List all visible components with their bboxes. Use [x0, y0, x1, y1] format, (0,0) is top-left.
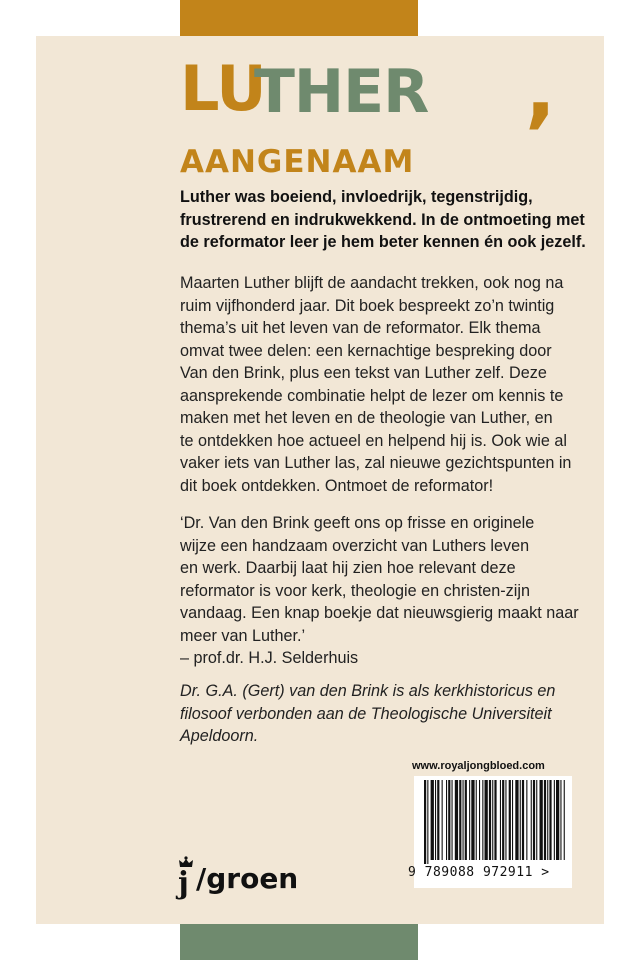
description-line: aansprekende combinatie helpt de lezer om kennis te: [180, 386, 564, 405]
bio-line: filosoof verbonden aan de Theologische Universiteit: [180, 704, 552, 723]
description-line: vaker iets van Luther las, zal nieuwe gezichtspunten in: [180, 454, 572, 472]
barcode-bar: [494, 780, 496, 860]
review-quote: [180, 512, 580, 670]
description-line: te ontdekken hoe actueel en helpend hij is. Ook wie al: [180, 431, 567, 450]
barcode-bar: [446, 780, 447, 860]
barcode-bar: [492, 780, 493, 860]
quote-attribution: – prof.dr. H.J. Selderhuis: [180, 649, 359, 667]
barcode-bar: [427, 780, 428, 864]
bio-line: Apeldoorn.: [180, 727, 259, 745]
barcode-bar: [560, 780, 561, 860]
barcode-bar: [554, 780, 555, 860]
description-line: Maarten Luther blijft de aandacht trekken, ook nog na: [180, 274, 564, 292]
barcode-bar: [515, 780, 518, 860]
barcode-bar: [452, 780, 453, 860]
lead-paragraph: [180, 186, 586, 254]
barcode-bar: [540, 780, 543, 860]
lead-line: de reformator leer je hem beter kennen én ook jezelf.: [180, 233, 586, 251]
barcode-bar: [520, 780, 521, 860]
barcode-bar: [476, 780, 477, 860]
barcode-bar: [479, 780, 480, 860]
description-paragraph: [180, 272, 580, 497]
barcode-bar: [459, 780, 461, 860]
barcode-bar: [448, 780, 450, 860]
barcode-bar: [505, 780, 506, 860]
bottom-color-band: [180, 924, 418, 960]
lead-line: Luther was boeiend, invloedrijk, tegenstrijdig,: [180, 188, 533, 206]
quote-line: ‘Dr. Van den Brink geeft ons op frisse en originele: [180, 514, 535, 532]
description-line: maken met het leven en de theologie van Luther, en: [180, 409, 553, 427]
quote-line: en werk. Daarbij laat hij zien hoe relevant deze: [180, 559, 516, 577]
barcode-bar: [502, 780, 504, 860]
isbn-number: 9 789088 972911 >: [408, 865, 550, 880]
barcode-bar: [465, 780, 467, 860]
barcode-bar: [531, 780, 532, 860]
barcode-bar: [437, 780, 439, 860]
barcode-bar: [533, 780, 535, 860]
barcode-bar: [549, 780, 551, 860]
description-line: omvat twee delen: een kernachtige bespreking door: [180, 341, 552, 360]
publisher-website: www.royaljongbloed.com: [412, 760, 545, 772]
title-part-lu: LU: [180, 52, 266, 125]
barcode-bar: [463, 780, 464, 860]
bio-line: Dr. G.A. (Gert) van den Brink is als kerkhistoricus en: [180, 682, 556, 700]
barcode-bar: [547, 780, 548, 860]
barcode-bar: [471, 780, 474, 860]
description-line: Van den Brink, plus een tekst van Luther zelf. Deze: [180, 364, 547, 382]
barcode-bar: [509, 780, 511, 860]
quote-line: meer van Luther.’: [180, 626, 306, 645]
barcode-bar: [544, 780, 546, 860]
description-line: dit boek ontdekken. Ontmoet de reformator!: [180, 476, 494, 495]
barcode-bar: [469, 780, 470, 860]
lead-line: frustrerend en indrukwekkend. In de ontmoeting met: [180, 210, 585, 229]
barcode-bars: [414, 776, 572, 864]
author-bio: [180, 680, 580, 748]
barcode-bar: [526, 780, 527, 860]
top-color-band: [180, 0, 418, 36]
publisher-logo-j: j: [178, 866, 189, 901]
quote-line: vandaag. Een knap boekje dat nieuwsgierig maakt naar: [180, 604, 579, 622]
barcode-bar: [500, 780, 501, 860]
barcode-bar: [442, 780, 443, 860]
barcode-bar: [564, 780, 565, 860]
publisher-logo-name: /groen: [196, 862, 299, 895]
barcode-bar: [424, 780, 426, 864]
description-line: thema’s uit het leven van de reformator. Elk thema: [180, 319, 541, 337]
barcode-bar: [455, 780, 458, 860]
barcode-bar: [482, 780, 483, 860]
barcode-bar: [435, 780, 436, 860]
barcode-bar: [522, 780, 524, 860]
barcode-bar: [431, 780, 434, 860]
quote-line: wijze een handzaam overzicht van Luthers leven: [180, 536, 530, 555]
title-comma: ,: [525, 43, 556, 138]
barcode-bar: [512, 780, 513, 860]
book-subtitle: AANGENAAM: [180, 144, 415, 180]
barcode-bar: [485, 780, 488, 860]
title-part-ther: THER: [254, 57, 429, 127]
barcode-bar: [489, 780, 491, 860]
description-line: ruim vijfhonderd jaar. Dit boek bespreekt zo’n twintig: [180, 296, 555, 315]
barcode-bar: [556, 780, 559, 860]
barcode-bar: [536, 780, 537, 860]
quote-line: reformator is voor kerk, theologie en christen-zijn: [180, 581, 530, 600]
